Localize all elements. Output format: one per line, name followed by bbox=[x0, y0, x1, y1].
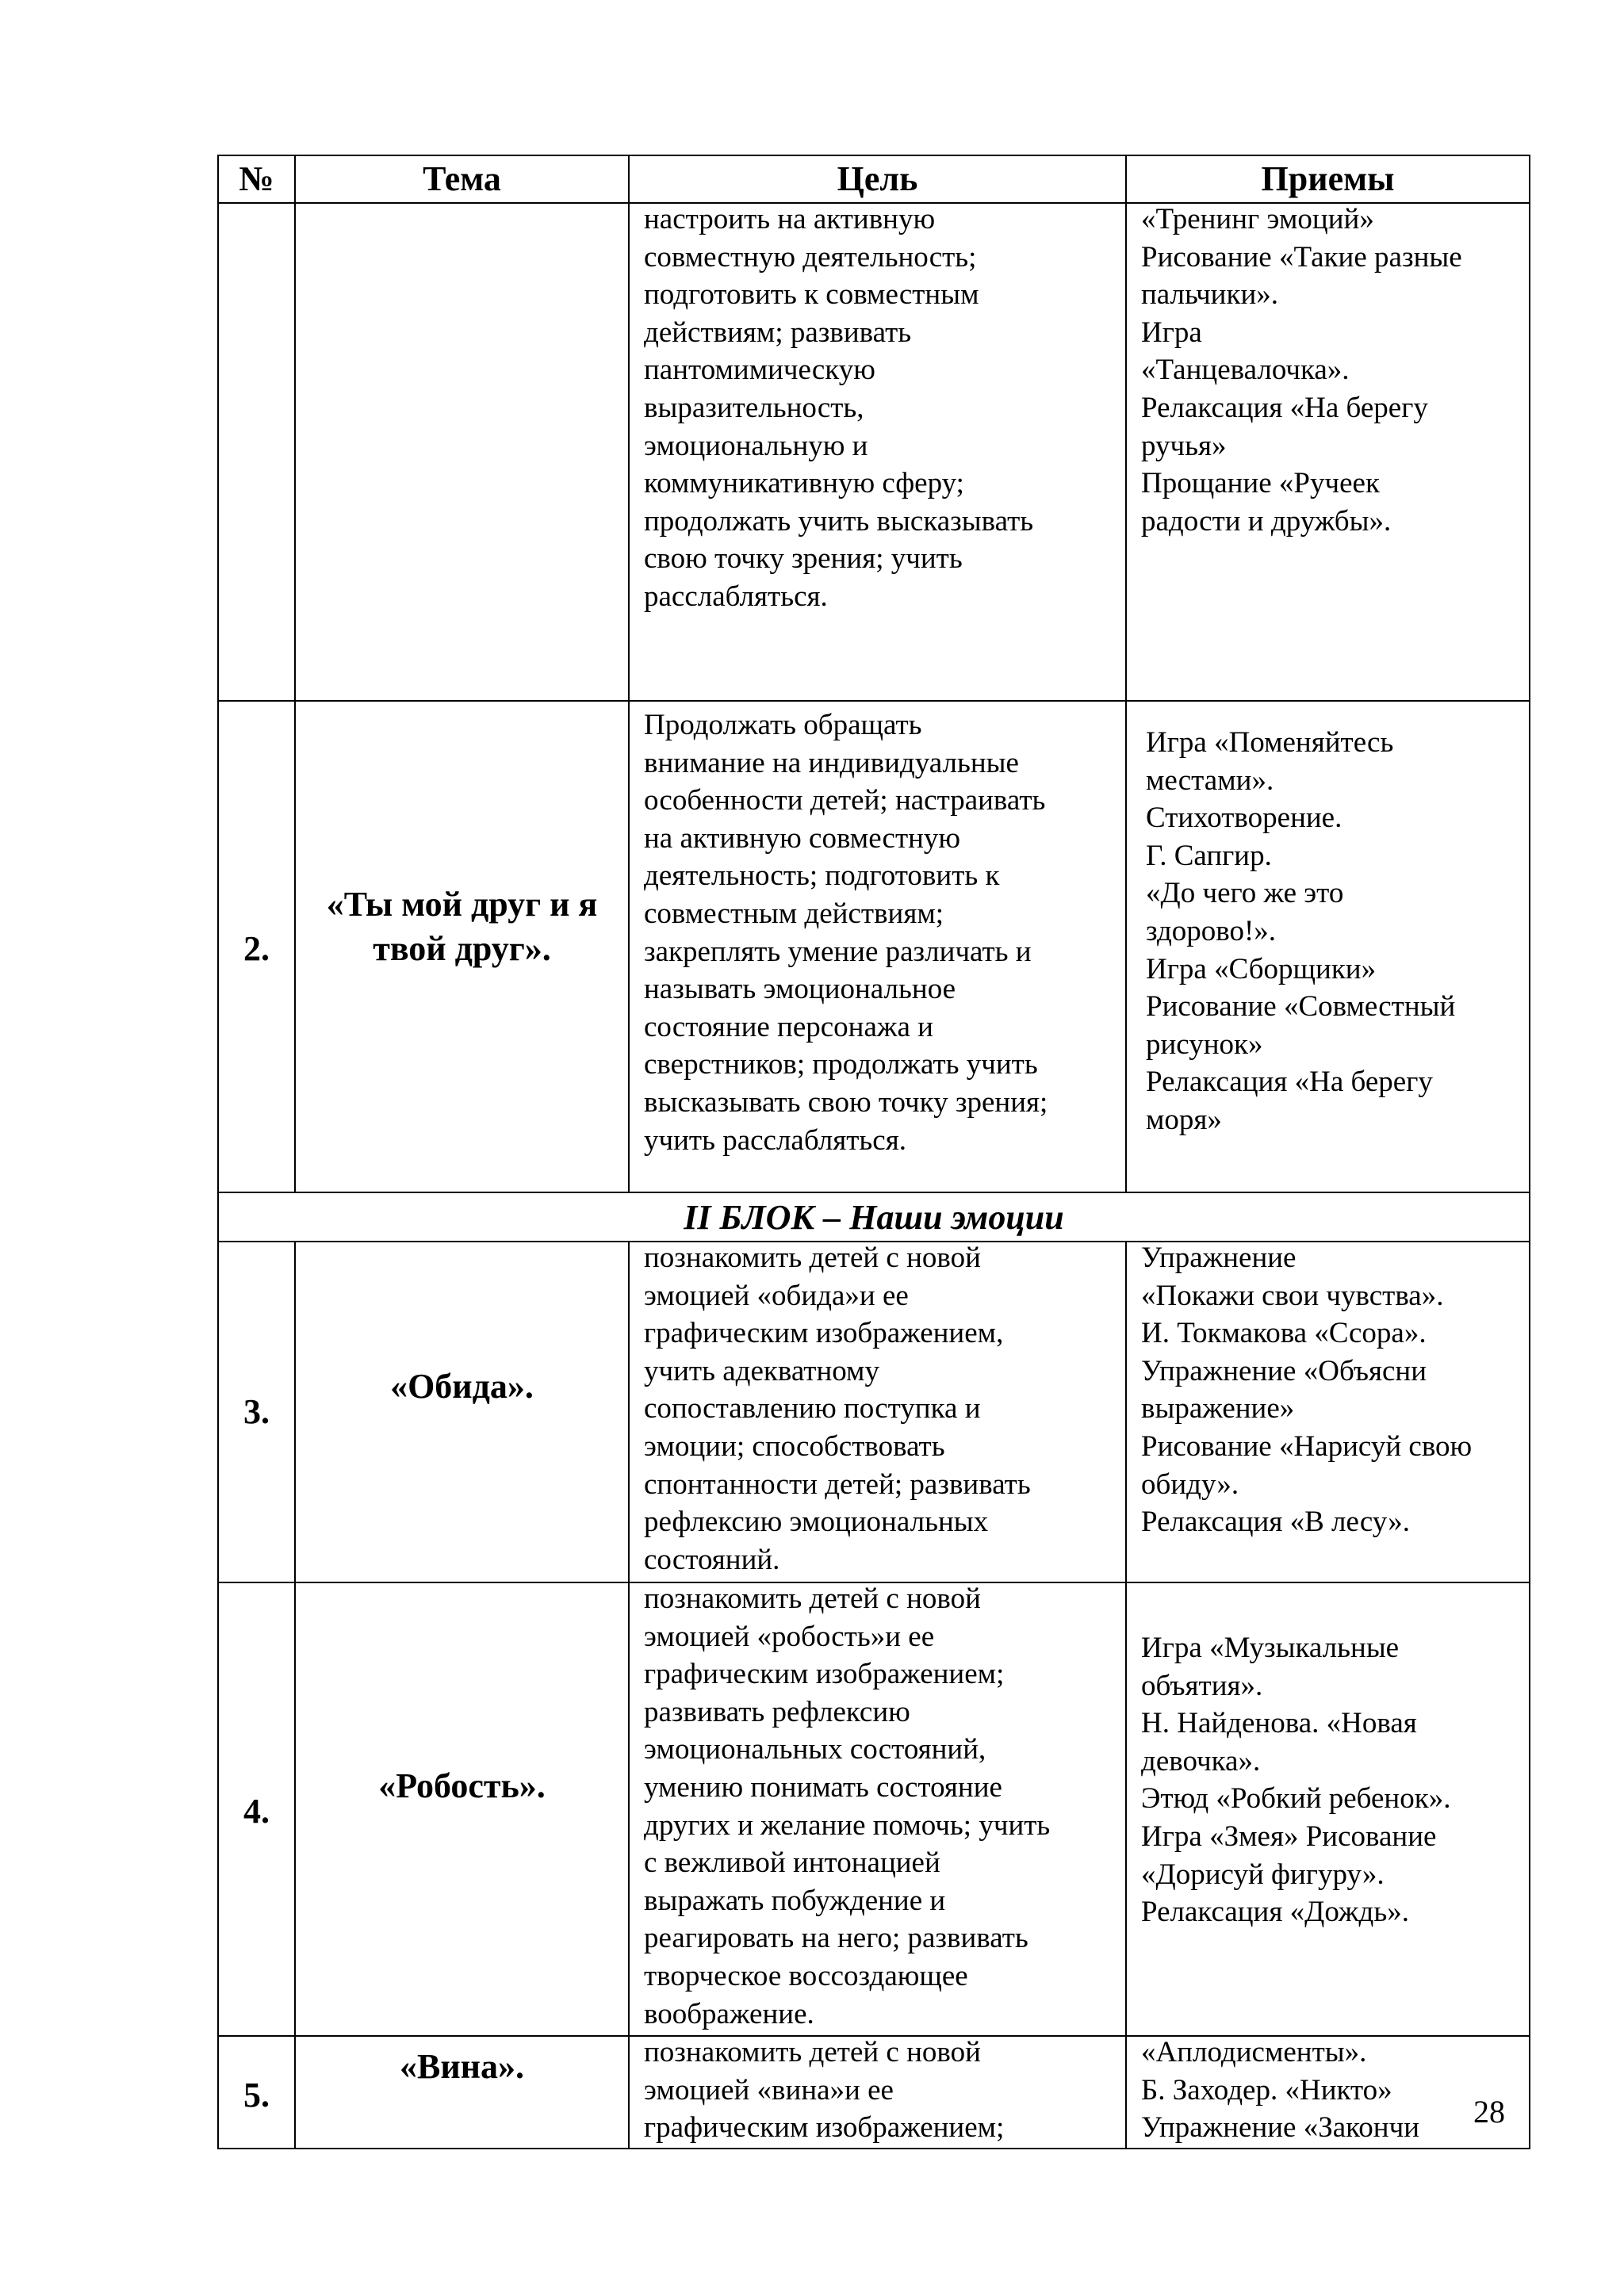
block-title: II БЛОК – Наши эмоции bbox=[218, 1192, 1530, 1242]
table-row bbox=[218, 1242, 1530, 1582]
row-topic bbox=[295, 701, 629, 1192]
row-methods bbox=[1126, 2036, 1530, 2149]
row-goal bbox=[629, 701, 1126, 1192]
page-number: 28 bbox=[1473, 2094, 1505, 2130]
row-topic-text: «Обида». bbox=[390, 1367, 534, 1406]
row-topic-text: «Робость». bbox=[378, 1766, 546, 1805]
row-methods bbox=[1126, 701, 1530, 1192]
row-number-text: 3. bbox=[243, 1392, 270, 1431]
row-goal bbox=[629, 203, 1126, 701]
table-row bbox=[218, 701, 1530, 1192]
row-goal bbox=[629, 2036, 1126, 2149]
row-methods bbox=[1126, 1242, 1530, 1582]
block-header-row bbox=[218, 1192, 1530, 1242]
row-number-text: 4. bbox=[243, 1792, 270, 1831]
row-topic bbox=[295, 1582, 629, 2036]
methods-text: «Аплодисменты». Б. Заходер. «Никто» Упражнение «Закончи bbox=[1141, 2036, 1419, 2145]
row-number bbox=[218, 701, 295, 1192]
row-number bbox=[218, 1242, 295, 1582]
table-row bbox=[218, 1582, 1530, 2036]
goal-text: настроить на активную совместную деятельность; подготовить к совместным действиям; развивать пантомимическую выразительность, эмоциональную и коммуникативную сферу; продолжать учить высказывать свою точку зрения; учить расслабляться. bbox=[644, 203, 1034, 613]
row-number-text: 5. bbox=[243, 2076, 270, 2114]
table-header-row bbox=[218, 155, 1530, 203]
row-topic bbox=[295, 2036, 629, 2149]
table-row bbox=[218, 2036, 1530, 2149]
row-goal bbox=[629, 1582, 1126, 2036]
methods-text: Упражнение «Покажи свои чувства». И. Токмакова «Ссора». Упражнение «Объясни выражение» Рисование «Нарисуй свою обиду». Релаксация «В лесу». bbox=[1141, 1242, 1473, 1539]
row-goal bbox=[629, 1242, 1126, 1582]
header-methods: Приемы bbox=[1126, 155, 1530, 203]
goal-text: Продолжать обращать внимание на индивидуальные особенности детей; настраивать на активную совместную деятельность; подготовить к совместным действиям; закреплять умение различать и называть эмоциональное состояние персонажа и сверстников; продолжать учить высказывать свою точку зрения; учить расслабляться. bbox=[644, 709, 1048, 1157]
goal-text: познакомить детей с новой эмоцией «робость»и ее графическим изображением; развивать рефлексию эмоциональных состояний, умению понимать состояние других и желание помочь; учить с вежливой интонацией выражать побуждение и реагировать на него; развивать творческое воссоздающее воображение. bbox=[644, 1582, 1051, 2030]
methods-text: «Тренинг эмоций» Рисование «Такие разные пальчики». Игра «Танцевалочка». Релаксация «На берегу ручья» Прощание «Ручеек радости и дружбы». bbox=[1141, 203, 1462, 538]
lesson-plan-table bbox=[217, 155, 1530, 2149]
header-topic: Тема bbox=[295, 155, 629, 203]
row-number bbox=[218, 203, 295, 701]
row-topic bbox=[295, 1242, 629, 1582]
table-row bbox=[218, 203, 1530, 701]
goal-text: познакомить детей с новой эмоцией «обида»и ее графическим изображением, учить адекватному сопоставлению поступка и эмоции; способствовать спонтанности детей; развивать рефлексию эмоциональных состояний. bbox=[644, 1242, 1031, 1576]
row-topic bbox=[295, 203, 629, 701]
row-number bbox=[218, 1582, 295, 2036]
header-num: № bbox=[218, 155, 295, 203]
methods-text: Игра «Поменяйтесь местами». Стихотворение. Г. Сапгир. «До чего же это здорово!». Игра «Сборщики» Рисование «Совместный рисунок» Релаксация «На берегу моря» bbox=[1146, 726, 1456, 1136]
row-topic-text: «Вина». bbox=[399, 2047, 525, 2086]
goal-text: познакомить детей с новой эмоцией «вина»и ее графическим изображением; bbox=[644, 2036, 1005, 2145]
row-number-text: 2. bbox=[243, 929, 270, 968]
header-goal: Цель bbox=[629, 155, 1126, 203]
row-methods bbox=[1126, 203, 1530, 701]
row-number bbox=[218, 2036, 295, 2149]
row-methods bbox=[1126, 1582, 1530, 2036]
row-topic-text: «Ты мой друг и я твой друг». bbox=[326, 885, 598, 968]
methods-text: Игра «Музыкальные объятия». Н. Найденова. «Новая девочка». Этюд «Робкий ребенок». Игра «Змея» Рисование «Дорисуй фигуру». Релаксация «Дождь». bbox=[1141, 1632, 1451, 1929]
